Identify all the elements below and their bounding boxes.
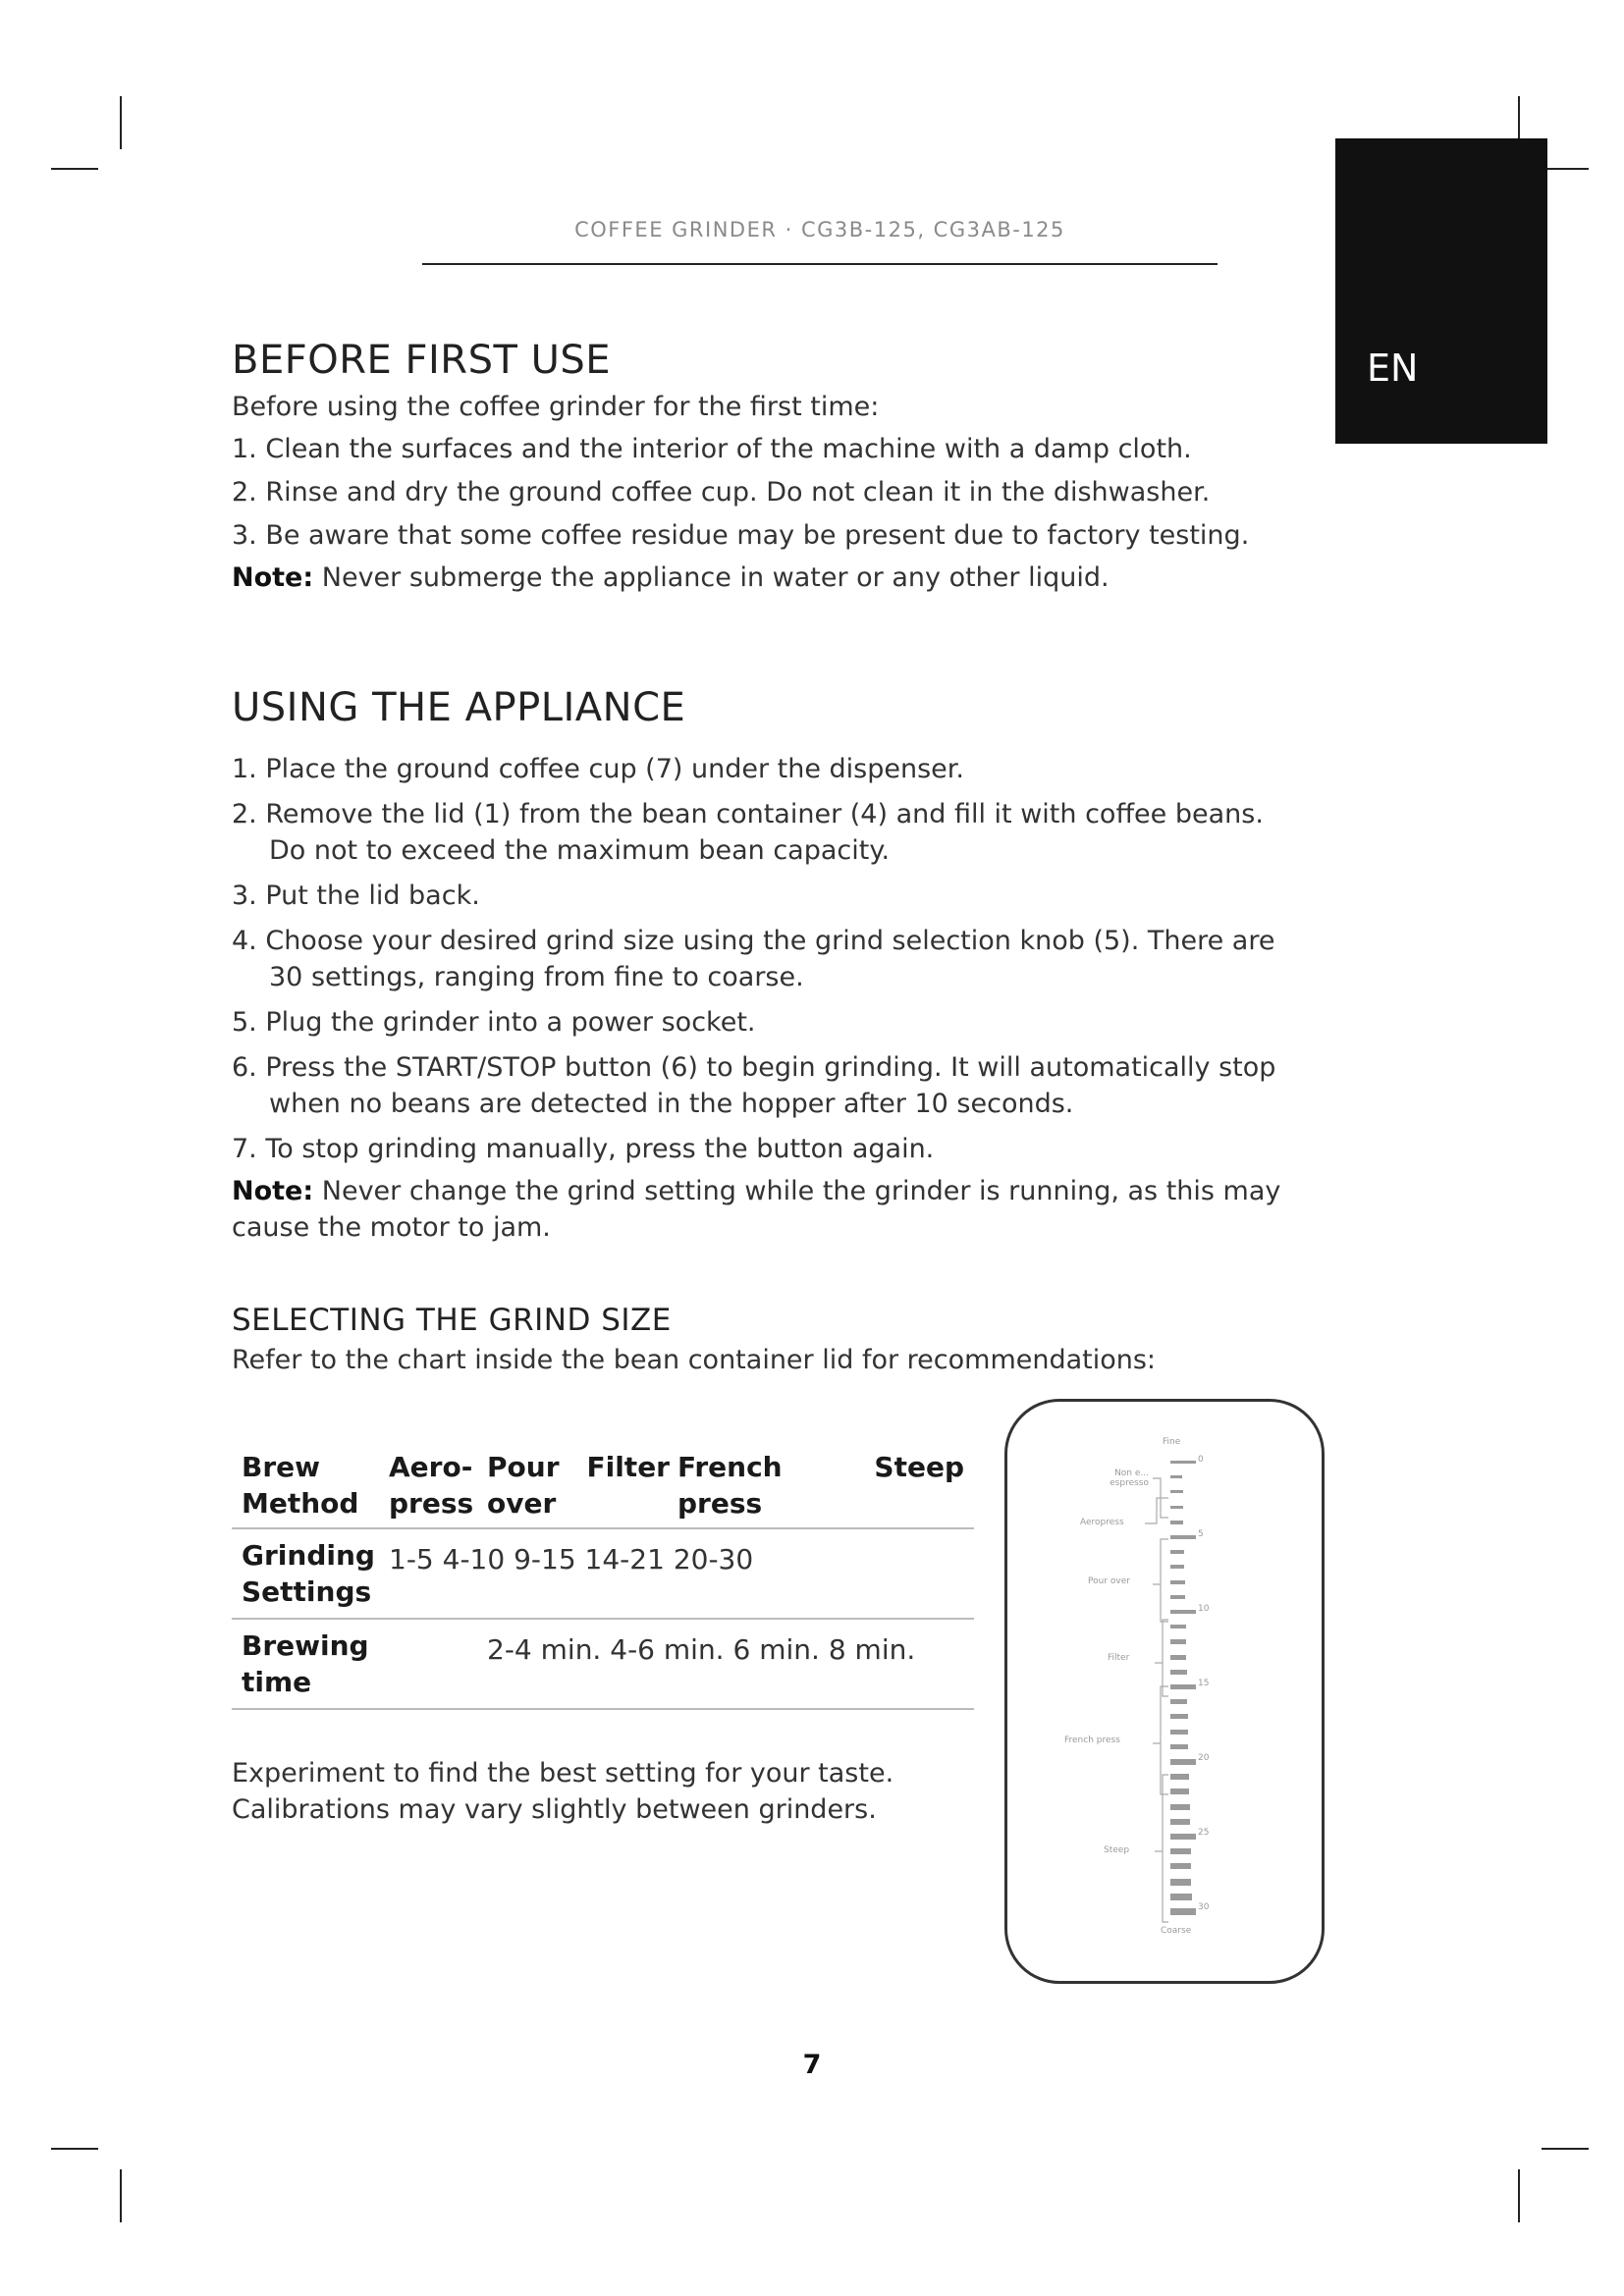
dial-number: 0 xyxy=(1198,1455,1204,1465)
dial-tick xyxy=(1170,1699,1187,1704)
dial-tick xyxy=(1170,1521,1183,1524)
dial-brackets xyxy=(1007,1402,1322,1981)
dial-tick xyxy=(1170,1863,1191,1869)
row-label: Brewing time xyxy=(232,1619,389,1709)
list-item: 6. Press the START/STOP button (6) to begin grinding. It will automatically stop when no beans are detected in the hopper after 10 seconds. xyxy=(232,1052,1276,1119)
dial-tick xyxy=(1170,1908,1196,1915)
section-heading: USING THE APPLIANCE xyxy=(232,685,686,730)
dial-tick xyxy=(1170,1565,1184,1569)
dial-tick xyxy=(1170,1759,1196,1765)
cell-value: 9-15 xyxy=(514,1543,576,1575)
cell-value: 6 min. xyxy=(732,1633,820,1666)
dial-top-label: Fine xyxy=(1163,1437,1181,1447)
closing-notes xyxy=(232,1755,978,1828)
dial-tick xyxy=(1170,1639,1186,1644)
dial-tick xyxy=(1170,1610,1196,1614)
crop-mark xyxy=(1542,168,1589,170)
running-header: COFFEE GRINDER · CG3B-125, CG3AB-125 xyxy=(574,218,1065,241)
section-intro: Before using the coffee grinder for the first time: xyxy=(232,392,880,422)
section-intro: Refer to the chart inside the bean container lid for recommendations: xyxy=(232,1345,1157,1375)
header-divider xyxy=(422,263,1218,265)
dial-tick xyxy=(1170,1670,1187,1675)
dial-tick xyxy=(1170,1535,1196,1539)
language-tab xyxy=(1335,138,1547,444)
cell-value: 14-21 xyxy=(584,1543,665,1575)
table-cell xyxy=(389,1528,974,1619)
note-label: Note: xyxy=(232,562,314,593)
list-item: 7. To stop grinding manually, press the button again. xyxy=(232,1134,935,1164)
header-cell: French press xyxy=(677,1449,793,1528)
list-item: 3. Be aware that some coffee residue may be present due to factory testing. xyxy=(232,520,1250,551)
dial-number: 25 xyxy=(1198,1828,1210,1838)
grind-settings-table xyxy=(232,1449,974,1710)
table-row xyxy=(232,1528,974,1619)
dial-tick xyxy=(1170,1789,1189,1794)
cell-value: 4-10 xyxy=(442,1543,506,1575)
cell-value: 20-30 xyxy=(673,1543,754,1575)
list-item: 5. Plug the grinder into a power socket. xyxy=(232,1007,756,1038)
note-text: Never submerge the appliance in water or any other liquid. xyxy=(313,562,1110,593)
header-cell: Pour over xyxy=(487,1449,585,1528)
dial-method-label: French press xyxy=(1064,1735,1120,1745)
dial-tick xyxy=(1170,1894,1192,1900)
dial-tick xyxy=(1170,1684,1196,1689)
grind-size-section xyxy=(232,1303,1214,1378)
dial-tick xyxy=(1170,1819,1190,1825)
dial-number: 5 xyxy=(1198,1529,1204,1539)
dial-method-label: Steep xyxy=(1104,1845,1130,1855)
note-text: Never change the grind setting while the grinder is running, as this may cause the motor to jam. xyxy=(232,1176,1281,1243)
note xyxy=(232,1173,1292,1246)
section-heading: BEFORE FIRST USE xyxy=(232,338,612,383)
dial-tick xyxy=(1170,1595,1185,1599)
page-number: 7 xyxy=(802,2050,822,2080)
note xyxy=(232,560,1292,596)
lid-chart xyxy=(1004,1399,1325,1984)
dial-number: 15 xyxy=(1198,1679,1210,1688)
table-cell xyxy=(487,1619,974,1709)
cell-value: 2-4 min. xyxy=(487,1633,602,1666)
dial-tick xyxy=(1170,1730,1188,1735)
list-item: 1. Clean the surfaces and the interior of the machine with a damp cloth. xyxy=(232,434,1192,464)
language-tab-label: EN xyxy=(1367,347,1419,390)
list-item: 1. Place the ground coffee cup (7) under the dispenser. xyxy=(232,754,964,784)
list-item: 4. Choose your desired grind size using the grind selection knob (5). There are 30 settings, ranging from fine to coarse. xyxy=(232,926,1275,992)
dial-tick xyxy=(1170,1506,1183,1509)
crop-mark xyxy=(120,2169,122,2222)
crop-mark xyxy=(120,96,122,149)
crop-mark xyxy=(1518,2169,1520,2222)
table-cell xyxy=(389,1619,487,1709)
dial-tick xyxy=(1170,1461,1196,1464)
crop-mark xyxy=(51,168,98,170)
dial-tick xyxy=(1170,1625,1186,1629)
list-item: 3. Put the lid back. xyxy=(232,881,480,911)
table-header-row xyxy=(232,1449,974,1528)
cell-value: 1-5 xyxy=(389,1543,434,1575)
dial-method-label: Aeropress xyxy=(1080,1518,1124,1527)
dial-number: 30 xyxy=(1198,1902,1210,1912)
dial-tick xyxy=(1170,1490,1183,1493)
dial-tick xyxy=(1170,1655,1186,1660)
crop-mark xyxy=(51,2148,98,2150)
header-cell: Aero-press xyxy=(389,1449,487,1528)
header-cell: Filter xyxy=(585,1449,677,1528)
using-the-appliance-section xyxy=(232,685,1292,1246)
dial-tick xyxy=(1170,1834,1196,1840)
dial-number: 20 xyxy=(1198,1753,1210,1763)
dial-tick xyxy=(1170,1714,1188,1719)
list-item: 2. Remove the lid (1) from the bean container (4) and fill it with coffee beans. Do not to exceed the maximum bean capacity. xyxy=(232,799,1264,866)
grind-dial xyxy=(1007,1402,1322,1981)
dial-tick xyxy=(1170,1580,1185,1584)
dial-method-label: Filter xyxy=(1108,1653,1130,1663)
dial-method-label: Non e... espresso xyxy=(1110,1468,1149,1488)
dial-tick xyxy=(1170,1550,1184,1554)
before-first-use-section xyxy=(232,338,1292,596)
crop-mark xyxy=(1542,2148,1589,2150)
dial-number: 10 xyxy=(1198,1604,1210,1614)
closing-line: Calibrations may vary slightly between grinders. xyxy=(232,1794,877,1825)
closing-line: Experiment to find the best setting for your taste. xyxy=(232,1758,894,1789)
dial-bottom-label: Coarse xyxy=(1161,1926,1192,1936)
dial-tick xyxy=(1170,1744,1188,1749)
cell-value: 4-6 min. xyxy=(610,1633,725,1666)
dial-tick xyxy=(1170,1879,1191,1886)
note-label: Note: xyxy=(232,1176,314,1206)
dial-tick xyxy=(1170,1804,1190,1810)
dial-tick xyxy=(1170,1774,1189,1780)
dial-method-label: Pour over xyxy=(1088,1576,1130,1586)
subsection-heading: SELECTING THE GRIND SIZE xyxy=(232,1303,672,1338)
dial-tick xyxy=(1170,1475,1182,1478)
header-cell: Brew Method xyxy=(232,1449,389,1528)
header-cell: Steep xyxy=(793,1449,974,1528)
table-row xyxy=(232,1619,974,1709)
cell-value: 8 min. xyxy=(828,1633,916,1666)
dial-tick xyxy=(1170,1848,1191,1854)
grind-table-wrapper xyxy=(232,1449,978,1710)
list-item: 2. Rinse and dry the ground coffee cup. Do not clean it in the dishwasher. xyxy=(232,477,1211,507)
row-label: Grinding Settings xyxy=(232,1528,389,1619)
